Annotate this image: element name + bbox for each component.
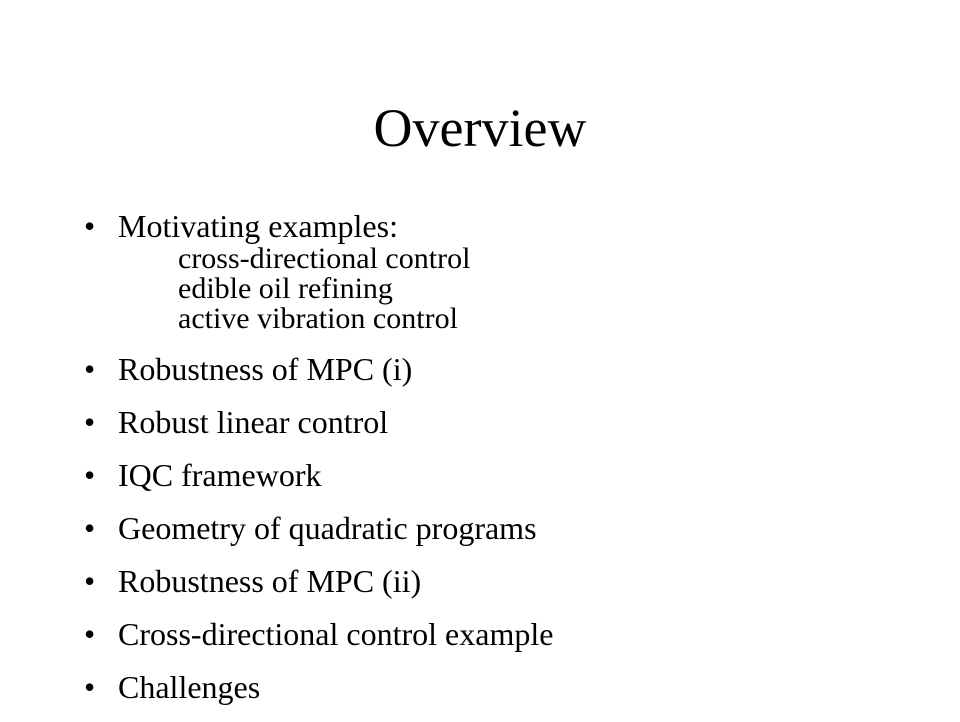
sub-item: cross-directional control (178, 242, 471, 275)
bullet-icon: • (84, 404, 96, 440)
bullet-label: Robustness of MPC (ii) (118, 563, 422, 599)
bullet-item (84, 351, 904, 387)
bullet-list (84, 208, 904, 722)
bullet-item-motivating-examples (84, 208, 904, 334)
bullet-label: Geometry of quadratic programs (118, 510, 537, 546)
bullet-label: Motivating examples: (118, 208, 398, 244)
bullet-icon: • (84, 351, 96, 387)
bullet-icon: • (84, 208, 96, 244)
bullet-item (84, 616, 904, 652)
bullet-icon: • (84, 457, 96, 493)
bullet-item (84, 404, 904, 440)
bullet-icon: • (84, 616, 96, 652)
bullet-icon: • (84, 563, 96, 599)
sub-list (118, 244, 904, 334)
bullet-icon: • (84, 669, 96, 705)
slide-title: Overview (373, 98, 587, 158)
bullet-label: IQC framework (118, 457, 322, 493)
bullet-label: Robust linear control (118, 404, 389, 440)
sub-item: edible oil refining (178, 272, 393, 305)
bullet-item (84, 669, 904, 705)
bullet-item (84, 457, 904, 493)
bullet-icon: • (84, 510, 96, 546)
bullet-label: Challenges (118, 669, 261, 705)
bullet-label: Cross-directional control example (118, 616, 554, 652)
bullet-label: Robustness of MPC (i) (118, 351, 413, 387)
bullet-item (84, 510, 904, 546)
sub-item: active vibration control (178, 302, 458, 335)
bullet-item (84, 563, 904, 599)
